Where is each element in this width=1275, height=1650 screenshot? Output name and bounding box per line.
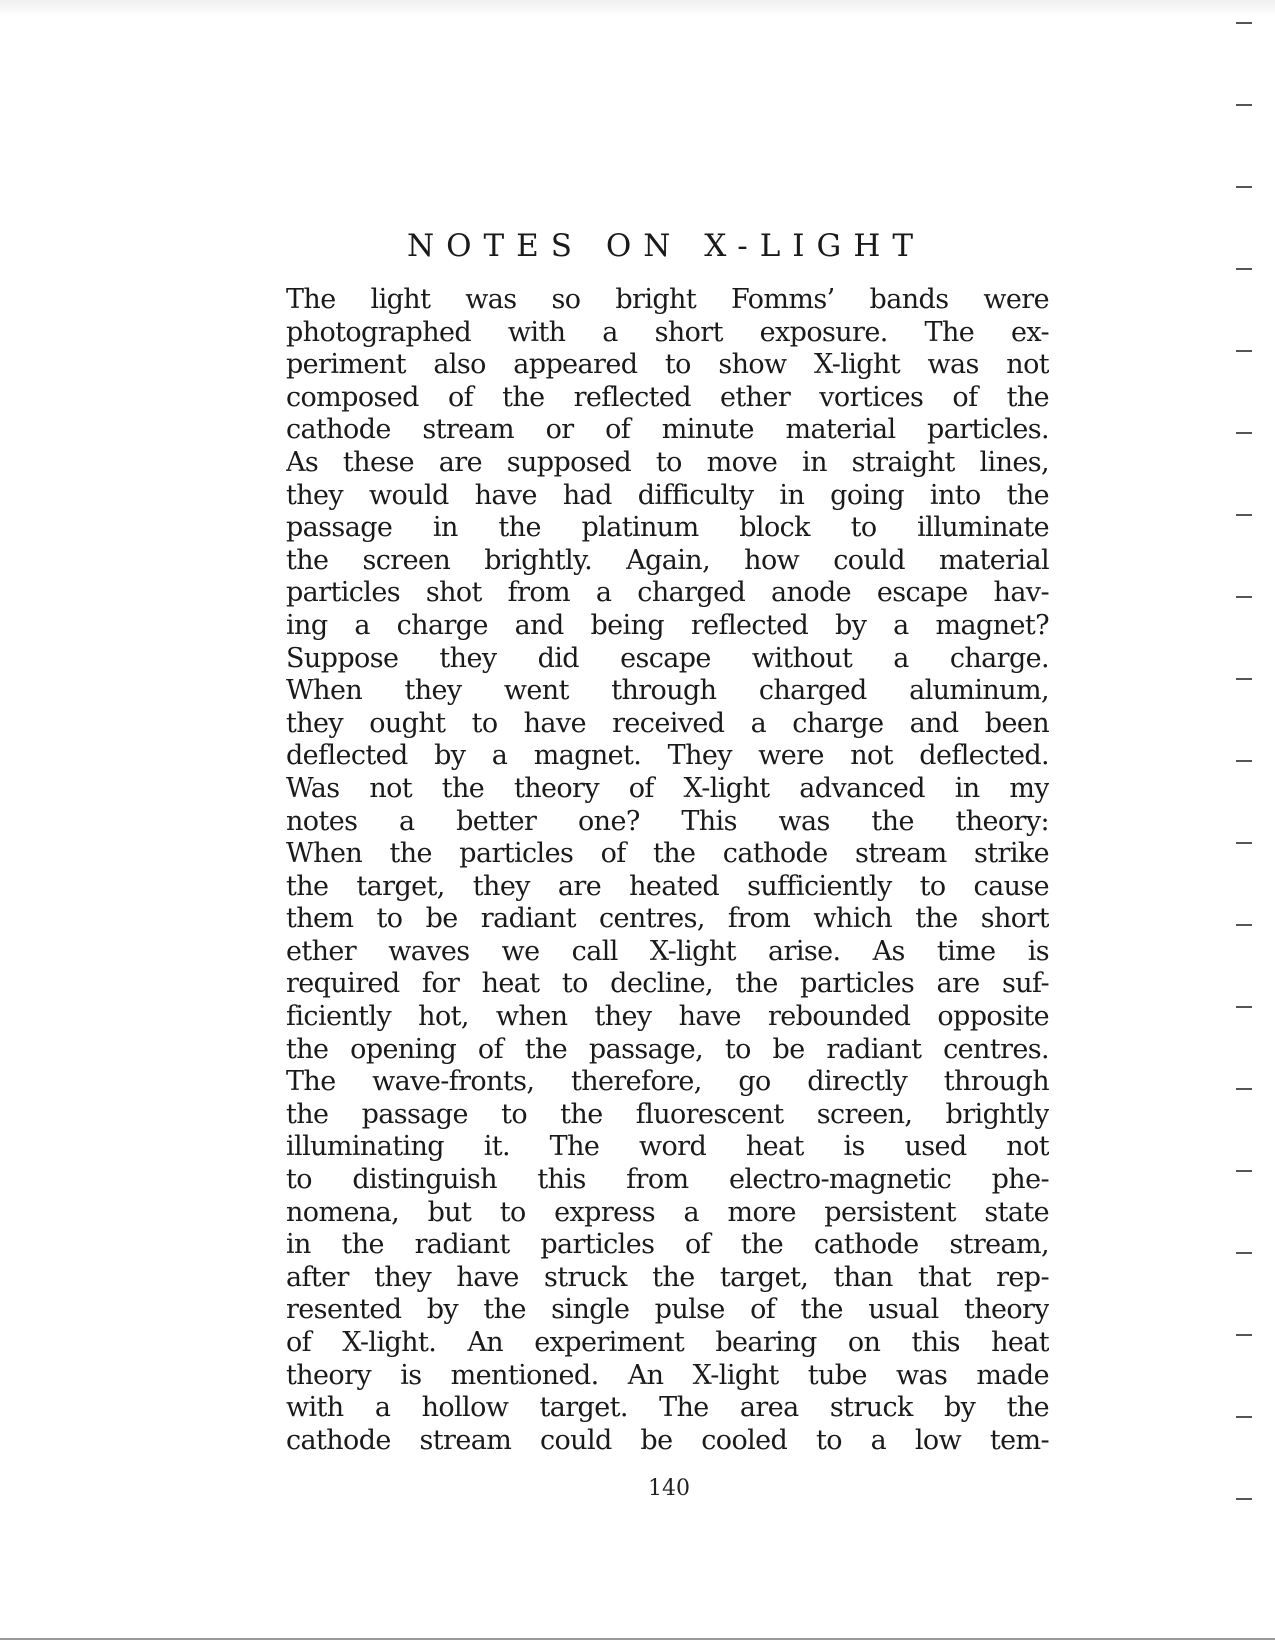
margin-tick: [1236, 1088, 1252, 1090]
margin-tick: [1236, 104, 1252, 106]
text-line: The light was so bright Fomms’ bands were: [286, 284, 1049, 315]
text-line: in the radiant particles of the cathode stream,: [286, 1229, 1049, 1261]
text-line: The wave-fronts, therefore, go directly through: [286, 1066, 1049, 1098]
margin-tick: [1236, 1334, 1252, 1336]
margin-tick: [1236, 1416, 1252, 1418]
text-line: illuminating it. The word heat is used not: [286, 1131, 1049, 1163]
text-line: after they have struck the target, than that rep-: [286, 1261, 1049, 1293]
text-line: the passage to the fluorescent screen, brightly: [286, 1098, 1049, 1130]
margin-tick: [1236, 842, 1252, 844]
margin-tick: [1236, 924, 1252, 926]
text-line: with a hollow target. The area struck by the: [286, 1392, 1049, 1424]
margin-tick: [1236, 350, 1252, 352]
page-number: 140: [648, 1476, 690, 1501]
margin-tick: [1236, 432, 1252, 434]
text-line: deflected by a magnet. They were not deflected.: [286, 740, 1049, 772]
text-line: When they went through charged aluminum,: [286, 675, 1049, 707]
text-line: resented by the single pulse of the usual theory: [286, 1294, 1049, 1326]
text-line: Suppose they did escape without a charge.: [286, 642, 1049, 674]
margin-tick: [1236, 1170, 1252, 1172]
text-line: to distinguish this from electro-magnetic phe-: [286, 1164, 1049, 1196]
text-line: them to be radiant centres, from which the short: [286, 903, 1049, 935]
margin-tick: [1236, 514, 1252, 516]
text-line: passage in the platinum block to illuminate: [286, 512, 1049, 544]
margin-tick: [1236, 22, 1252, 24]
text-line: the screen brightly. Again, how could material: [286, 544, 1049, 576]
text-line: required for heat to decline, the particles are suf-: [286, 968, 1049, 1000]
text-line: ficiently hot, when they have rebounded opposite: [286, 1001, 1049, 1033]
margin-tick: [1236, 1498, 1252, 1500]
margin-tick: [1236, 186, 1252, 188]
margin-tick: [1236, 1006, 1252, 1008]
text-line: ether waves we call X-light arise. As time is: [286, 935, 1049, 967]
text-line: of X-light. An experiment bearing on this heat: [286, 1327, 1049, 1358]
text-line: cathode stream could be cooled to a low tem-: [286, 1424, 1049, 1456]
text-line: As these are supposed to move in straight lines,: [286, 446, 1049, 478]
text-line: theory is mentioned. An X-light tube was made: [286, 1359, 1049, 1391]
margin-tick: [1236, 268, 1252, 270]
margin-tick: [1236, 596, 1252, 598]
text-line: When the particles of the cathode stream strike: [286, 838, 1049, 870]
text-line: Was not the theory of X-light advanced in my: [286, 772, 1049, 804]
margin-tick: [1236, 1252, 1252, 1254]
text-line: they would have had difficulty in going into the: [286, 479, 1049, 511]
text-line: they ought to have received a charge and been: [286, 707, 1049, 739]
page-heading: NOTES ON X-LIGHT: [406, 228, 926, 264]
body-text: [286, 284, 1049, 1457]
margin-tick-marks: [1236, 0, 1256, 1650]
text-line: particles shot from a charged anode escape hav-: [286, 577, 1049, 609]
text-line: the target, they are heated sufficiently to cause: [286, 870, 1049, 902]
text-line: ing a charge and being reflected by a magnet?: [286, 609, 1049, 641]
text-line: periment also appeared to show X-light was not: [286, 349, 1049, 381]
text-line: the opening of the passage, to be radiant centres.: [286, 1033, 1049, 1065]
text-line: photographed with a short exposure. The ex-: [286, 316, 1049, 348]
text-line: cathode stream or of minute material particles.: [286, 414, 1049, 446]
text-line: composed of the reflected ether vortices of the: [286, 381, 1049, 413]
scan-top-edge: [0, 0, 1275, 16]
margin-tick: [1236, 678, 1252, 680]
text-line: nomena, but to express a more persistent state: [286, 1196, 1049, 1228]
scan-bottom-edge: [0, 1638, 1275, 1640]
text-line: notes a better one? This was the theory:: [286, 805, 1049, 837]
margin-tick: [1236, 760, 1252, 762]
